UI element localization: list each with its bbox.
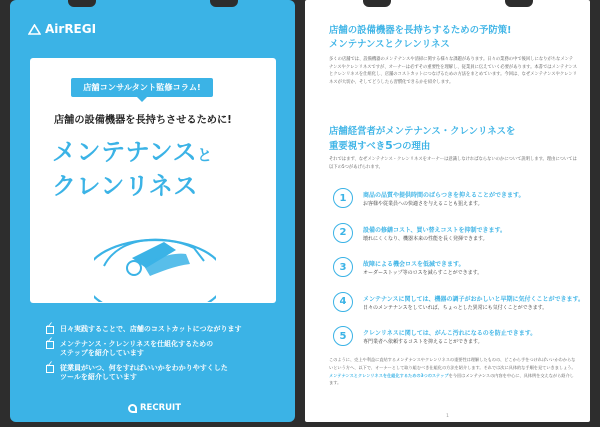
brand-logo [28,22,96,36]
cover-lead: 店舗の設備機器を長持ちさせるために! [54,115,232,126]
article-heading-1: 店舗の設備機器を長持ちするための予防策! メンテナンスとクレンリネス [329,25,512,50]
article-page [305,0,590,422]
article-closing: このように、売上や利益に直結するメンテナンスやクレンリネスの重要性は理解したものの、どこから手をつければいいかわからないという方へ、以下で、オーナーとして取り組むべき仕組化の方法を紹介します。それでは次に具体的な手順を見ていきましょう。メンテナンスとクレンリネスを仕組化するための3つのステップを今回はメンテナンスの内容を中心に、具体例を交えながら紹介します。 [329,357,576,386]
reason-body: オーダーストップ等のロスを減らすことができます。 [363,270,483,276]
reason-number: 1 [333,188,353,208]
cover-title-line2: クレンリネス [52,172,198,200]
reason-item [333,186,581,221]
cloud-icon [28,24,41,35]
binder-notch [68,0,96,7]
reason-item [333,221,581,256]
binder-notch [363,0,391,7]
reason-item [333,290,585,325]
reason-title: メンテナンスに関しては、機器の調子がおかしいと早期に気付くことができます。 [363,295,585,303]
checklist-item: ✓ メンテナンス・クレンリネスを仕組化するための ステップを紹介しています [46,340,276,359]
reasons-list [333,186,585,359]
reason-body: 専門業者へ依頼するコストを抑えることができます。 [363,339,483,345]
brand-name: AirREGI [45,22,97,36]
cover-checklist [46,325,276,388]
reason-number: 4 [333,292,353,312]
reasons-intro: それではまず、なぜメンテナンス・クレンリネスをオーナーは意識しなければならないのかについて説明します。理由については以下の5つがあげられます。 [329,157,577,170]
checkbox-icon [46,365,54,373]
reason-title: 設備の修繕コスト、買い替えコストを抑制できます。 [363,226,506,234]
cover-title-line1: メンテナンスと [52,138,213,166]
cleaning-hand-illustration [94,206,216,302]
binder-notch [505,0,533,7]
reason-number: 3 [333,257,353,277]
article-heading-2: 店舗経営者がメンテナンス・クレンリネスを 重要視すべき5つの理由 [329,126,516,152]
reason-number: 2 [333,223,353,243]
document-spread [10,0,590,427]
reason-item [333,255,581,290]
reason-item [333,324,581,359]
closing-highlight-link: メンテナンスとクレンリネスを仕組化するための3つのステップ [329,372,449,378]
checklist-item: ✓ 従業員がいつ、何をすればいいかをわかりやすくした ツールを紹介しています [46,364,276,383]
reason-body: 日々のメンテナンスをしていれば、ちょっとした異常にも気付くことができます。 [363,304,548,311]
reason-number: 5 [333,326,353,346]
checklist-item: ✓ 日々実践することで、店舗のコストカットにつながります [46,325,276,335]
reason-body: 壊れにくくなり、機器本来の性能を長く発揮できます。 [363,235,488,242]
reason-title: 商品の品質や提供時間のばらつきを抑えることができます。 [363,192,525,199]
binder-notch [210,0,238,7]
article-intro: 多くの店舗では、設備機器のメンテナンスや清掃に関する様々な課題があります。日々の業務の中で後回しになりがちなメンテナンスやクレンリネスですが、オーナーは必ずその重要性を理解し、従業員に伝えていく必要があります。本書ではメンテナンスとクレンリネスを仕組化し、店舗のコストカットにつなげるための方法をまとめています。今回は、なぜメンテナンスやクレンリネスが大切か、そしてどうしたら習慣化できるかを紹介します。 [329,57,577,86]
checkbox-icon [46,326,54,334]
reason-title: 故障による機会ロスを低減できます。 [363,261,465,268]
reason-body: お客様や従業員への快適さを与えることも狙えます。 [363,201,483,207]
cover-page [10,0,295,422]
column-ribbon: 店舗コンサルタント監修コラム! [71,78,213,97]
reason-title: クレンリネスに関しては、がんこ汚れになるのを防止できます。 [363,330,537,337]
cover-card [30,58,276,303]
checkbox-icon [46,341,54,349]
recruit-mark-icon [128,404,137,413]
recruit-logo: RECRUIT [128,403,181,413]
page-number: 1 [446,414,449,419]
